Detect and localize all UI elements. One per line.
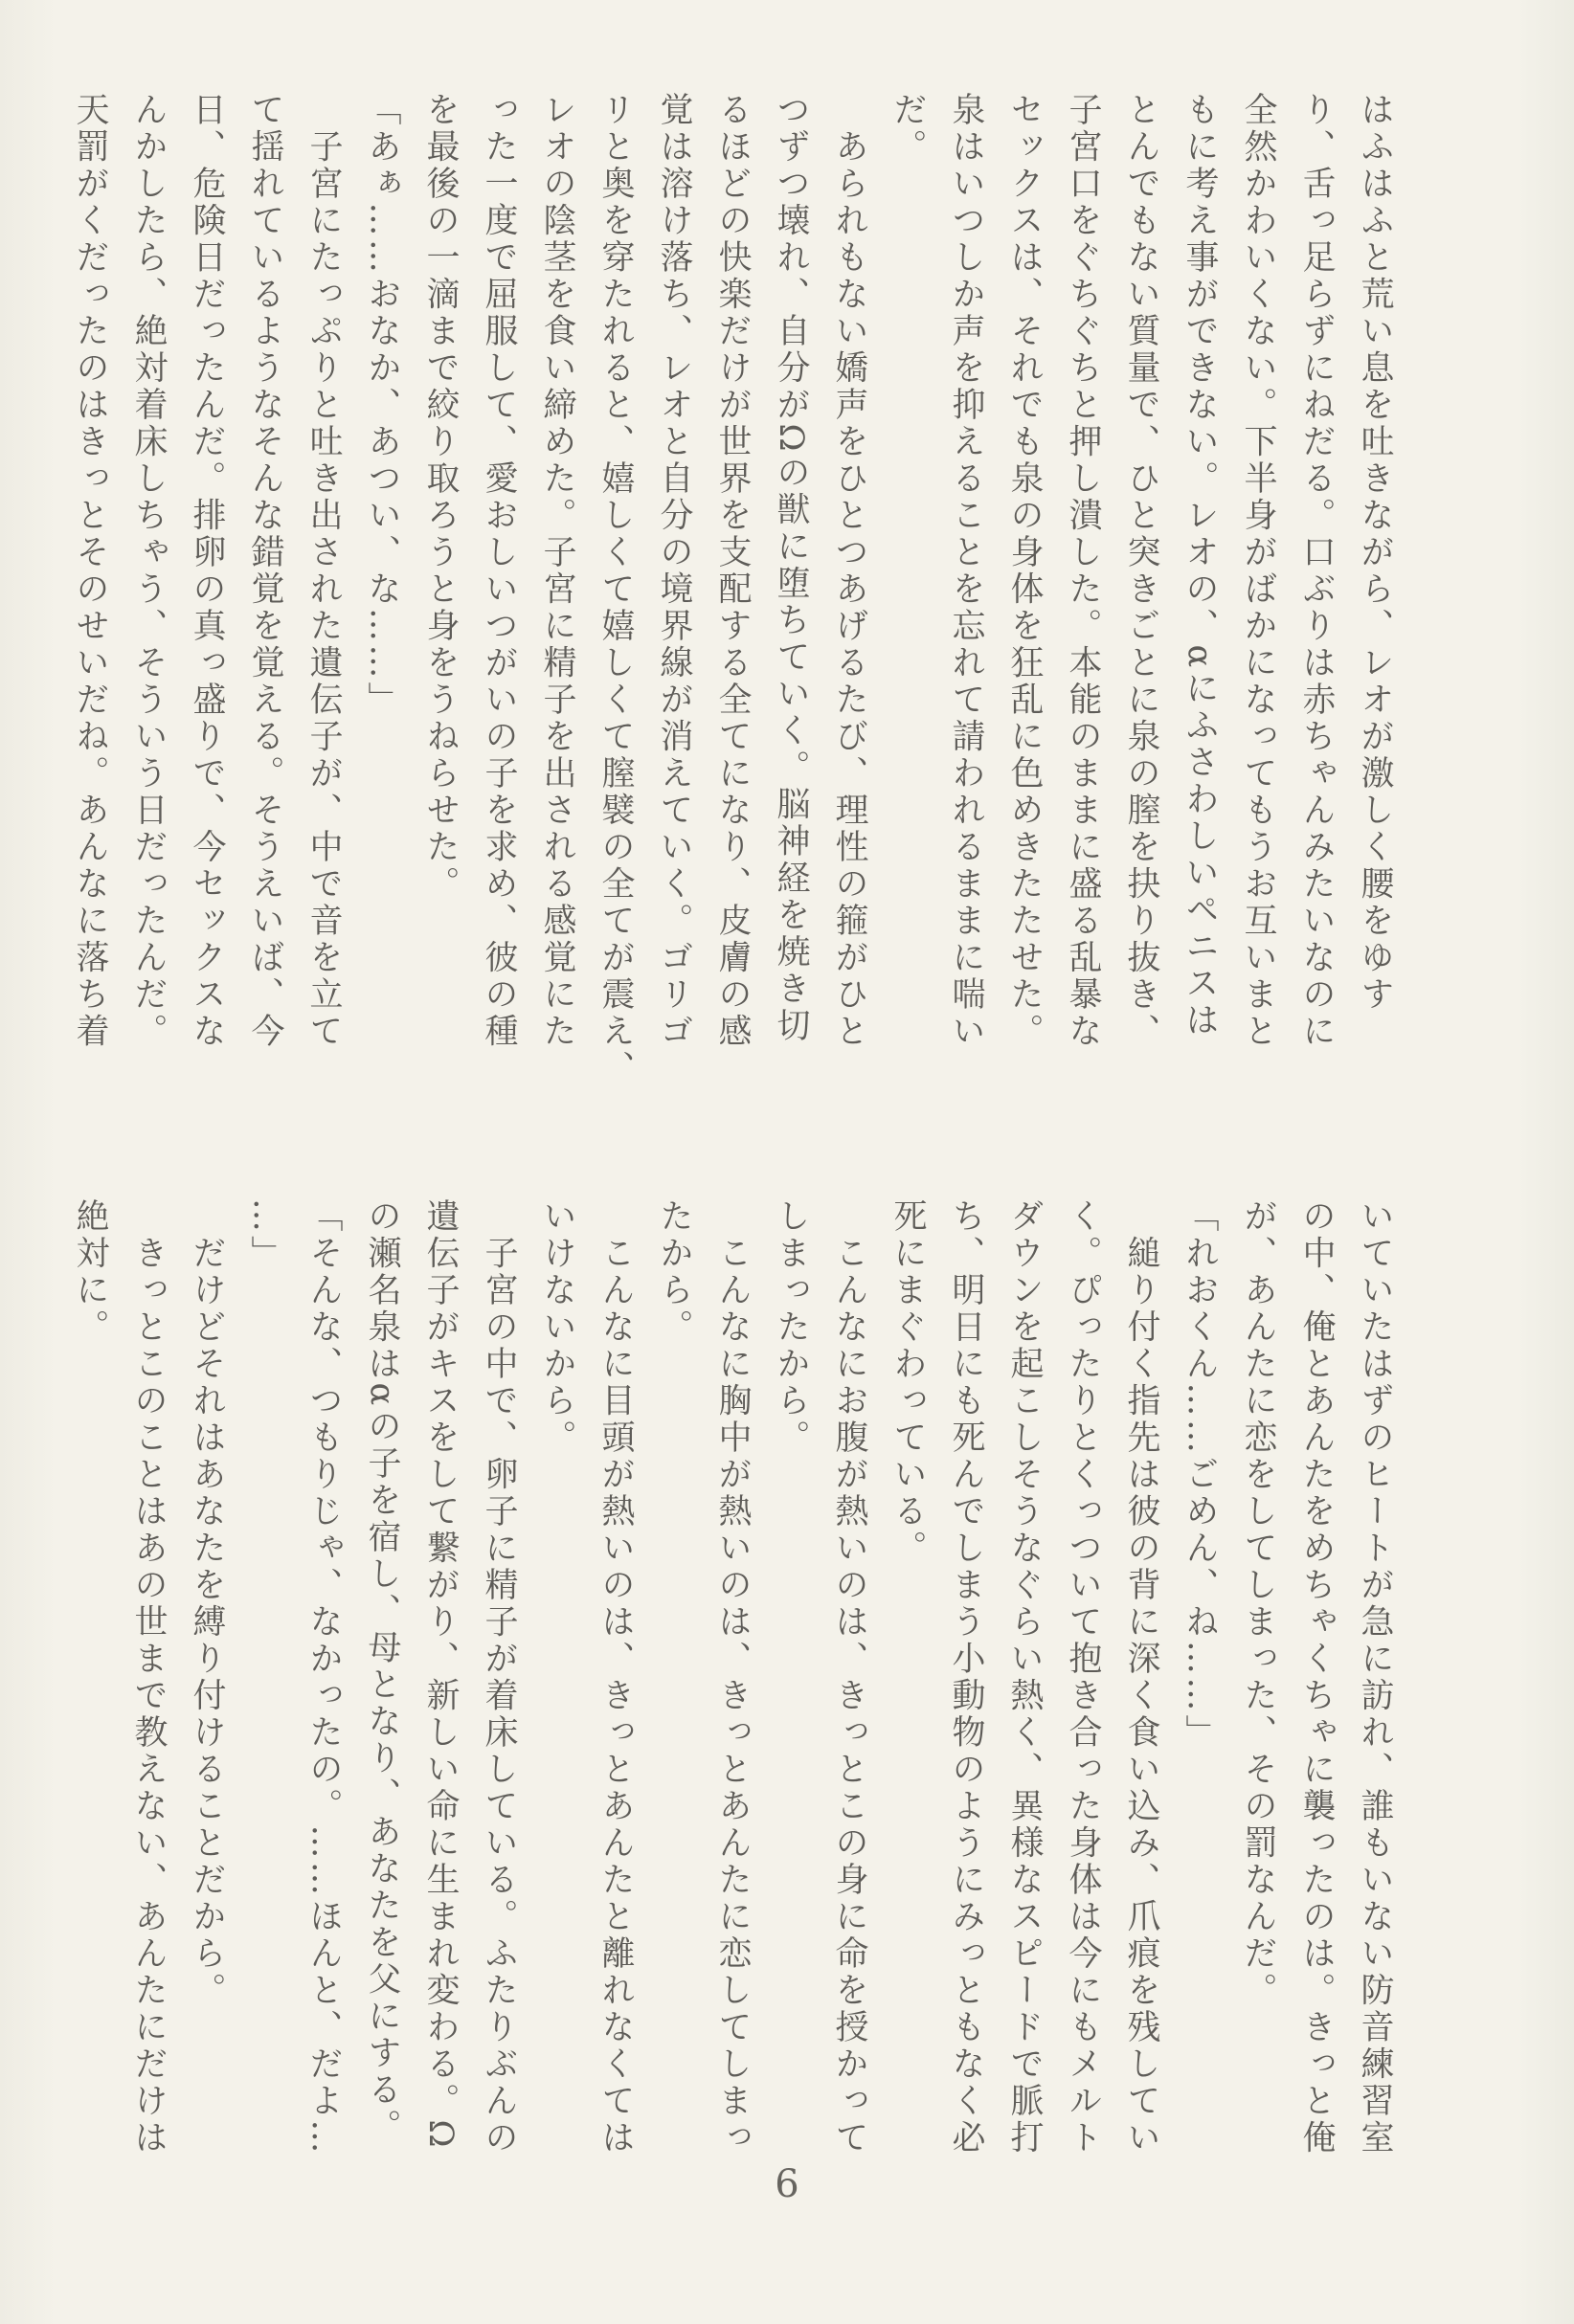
upper-line: 天罰がくだったのはきっとそのせいだね。あんなに落ち着	[71, 92, 109, 1050]
page-number: 6	[775, 2162, 799, 2206]
upper-line: 子宮にたっぷりと吐き出された遺伝子が、中で音を立て	[304, 92, 343, 1050]
lower-line: 遺伝子がキスをして繋がり、新しい命に生まれ変わる。Ω	[421, 1198, 460, 2152]
lower-line: こんなに目頭が熱いのは、きっとあんたと離れなくては	[596, 1198, 635, 2156]
upper-line: もに考え事ができない。レオの、αにふさわしいペニスは	[1180, 92, 1219, 1039]
lower-line: ダウンを起こしそうなぐらい熱く、異様なスピードで脈打	[1005, 1198, 1044, 2156]
lower-line: 「れおくん……ごめん、ね……」	[1180, 1198, 1219, 1752]
upper-line: った一度で屈服して、愛おしいつがいの子を求め、彼の種	[480, 92, 518, 1050]
upper-line: つずつ壊れ、自分がΩの獣に堕ちていく。脳神経を焼き切	[772, 92, 810, 1045]
lower-line: ち、明日にも死んでしまう小動物のようにみっともなく必	[947, 1198, 985, 2156]
upper-line: リと奥を穿たれると、嬉しくて嬉しくて膣襞の全てが震え、	[596, 92, 635, 1087]
lower-line: 絶対に。	[71, 1198, 109, 1346]
upper-line: るほどの快楽だけが世界を支配する全てになり、皮膚の感	[713, 92, 752, 1050]
upper-line: はふはふと荒い息を吐きながら、レオが激しく腰をゆす	[1356, 92, 1394, 1014]
lower-line: いけないから。	[538, 1198, 576, 1457]
lower-line: こんなに胸中が熱いのは、きっとあんたに恋してしまっ	[713, 1198, 752, 2156]
lower-line: だけどそれはあなたを縛り付けることだから。	[188, 1198, 226, 2009]
lower-line: 縋り付く指先は彼の背に深く食い込み、爪痕を残してい	[1122, 1198, 1160, 2156]
lower-line: 子宮の中で、卵子に精子が着床している。ふたりぶんの	[480, 1198, 518, 2156]
upper-line: レオの陰茎を食い締めた。子宮に精子を出される感覚にた	[538, 92, 576, 1050]
upper-line: あられもない嬌声をひとつあげるたび、理性の箍がひと	[830, 92, 868, 1050]
upper-line: セックスは、それでも泉の身体を狂乱に色めきたたせた。	[1005, 92, 1044, 1050]
upper-text-block	[60, 92, 1404, 1145]
upper-line: り、舌っ足らずにねだる。口ぶりは赤ちゃんみたいなのに	[1297, 92, 1336, 1050]
upper-line: 子宮口をぐちぐちと押し潰した。本能のままに盛る乱暴な	[1064, 92, 1102, 1050]
upper-line: 日、危険日だったんだ。排卵の真っ盛りで、今セックスな	[188, 92, 226, 1050]
lower-line: こんなにお腹が熱いのは、きっとこの身に命を授かって	[830, 1198, 868, 2156]
upper-line: 「あぁ……おなか、あつい、な……」	[363, 92, 401, 719]
lower-text-block	[60, 1198, 1404, 2157]
lower-line: が、あんたに恋をしてしまった、その罰なんだ。	[1239, 1198, 1277, 2009]
upper-line: 全然かわいくない。下半身がばかになってもうお互いまと	[1239, 92, 1277, 1050]
lower-line: しまったから。	[772, 1198, 810, 1457]
upper-line: 覚は溶け落ち、レオと自分の境界線が消えていく。ゴリゴ	[655, 92, 693, 1050]
upper-line: を最後の一滴まで絞り取ろうと身をうねらせた。	[421, 92, 460, 903]
lower-line: …」	[246, 1198, 284, 1272]
lower-line: いていたはずのヒートが急に訪れ、誰もいない防音練習室	[1356, 1198, 1394, 2156]
upper-line: だ。	[888, 92, 927, 166]
lower-line: 死にまぐわっている。	[888, 1198, 927, 1567]
lower-line: たから。	[655, 1198, 693, 1346]
lower-line: の瀬名泉はαの子を宿し、母となり、あなたを父にする。	[363, 1198, 401, 2146]
lower-line: 「そんな、つもりじゃ、なかったの。……ほんと、だよ…	[304, 1198, 343, 2156]
lower-line: の中、俺とあんたをめちゃくちゃに襲ったのは。きっと俺	[1297, 1198, 1336, 2156]
upper-line: とんでもない質量で、ひと突きごとに泉の膣を抉り抜き、	[1122, 92, 1160, 1050]
upper-line: て揺れているようなそんな錯覚を覚える。そうえいば、今	[246, 92, 284, 1050]
upper-line: 泉はいつしか声を抑えることを忘れて請われるままに喘い	[947, 92, 985, 1050]
lower-line: く。ぴったりとくっついて抱き合った身体は今にもメルト	[1064, 1198, 1102, 2156]
upper-line: んかしたら、絶対着床しちゃう、そういう日だったんだ。	[129, 92, 168, 1050]
lower-line: きっとこのことはあの世まで教えない、あんたにだけは	[129, 1198, 168, 2156]
